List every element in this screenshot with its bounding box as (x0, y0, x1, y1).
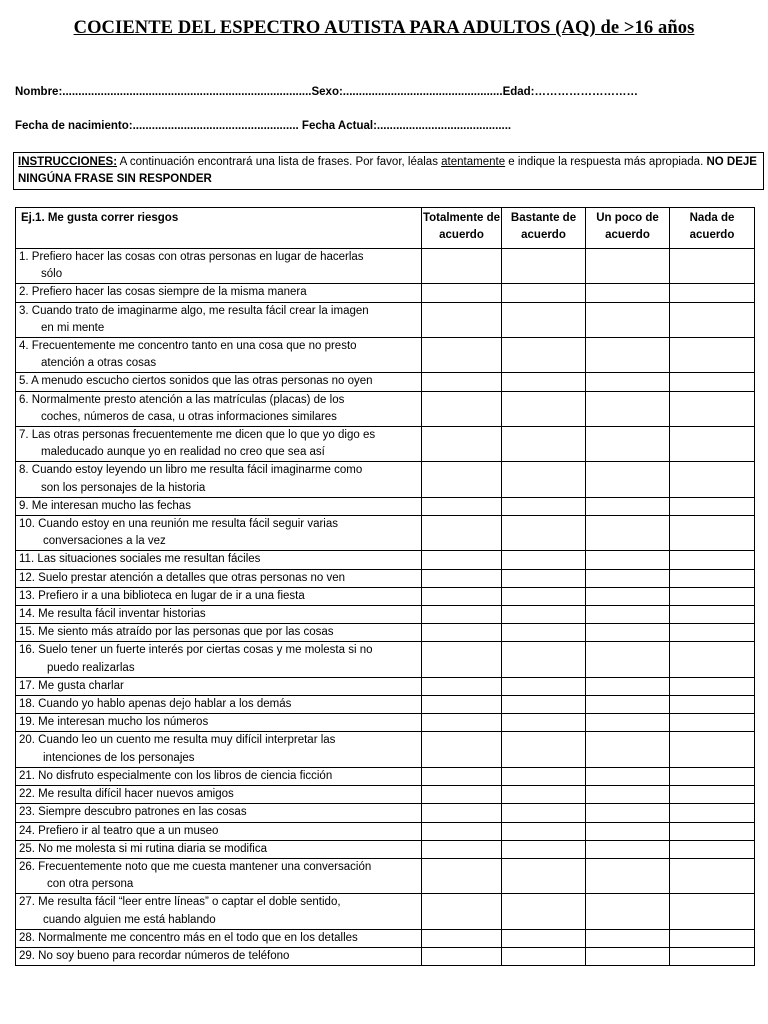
answer-cell-bastante[interactable] (502, 551, 586, 569)
answer-cell-un-poco[interactable] (586, 516, 670, 551)
table-row (16, 606, 755, 624)
table-row (16, 249, 755, 284)
answer-cell-nada[interactable] (670, 696, 755, 714)
question-text (16, 587, 422, 605)
answer-cell-bastante[interactable] (502, 624, 586, 642)
question-line: 11. Las situaciones sociales me resultan fáciles (19, 553, 261, 566)
answer-cell-bastante[interactable] (502, 767, 586, 785)
answer-cell-un-poco[interactable] (586, 373, 670, 391)
question-line: 26. Frecuentemente noto que me cuesta mantener una conversación (19, 860, 372, 873)
question-line-continued: en mi mente (41, 321, 105, 334)
answer-cell-totalmente[interactable] (422, 677, 502, 695)
answer-cell-un-poco[interactable] (586, 497, 670, 515)
question-text (16, 929, 422, 947)
question-text (16, 677, 422, 695)
instructions-text-b: e indique la respuesta más apropiada. (505, 156, 707, 168)
answer-cell-nada[interactable] (670, 462, 755, 497)
answer-cell-bastante[interactable] (502, 587, 586, 605)
answer-cell-totalmente[interactable] (422, 786, 502, 804)
question-line: 7. Las otras personas frecuentemente me dicen que lo que yo digo es (19, 429, 376, 442)
question-text (16, 732, 422, 767)
answer-cell-totalmente[interactable] (422, 373, 502, 391)
answer-cell-nada[interactable] (670, 677, 755, 695)
question-text (16, 284, 422, 302)
question-line: 3. Cuando trato de imaginarme algo, me resulta fácil crear la imagen (19, 304, 369, 317)
question-text (16, 804, 422, 822)
col-totalmente: Totalmente de acuerdo (422, 208, 502, 249)
answer-cell-nada[interactable] (670, 786, 755, 804)
answer-cell-totalmente[interactable] (422, 714, 502, 732)
table-row (16, 947, 755, 965)
question-line: 17. Me gusta charlar (19, 679, 124, 692)
answer-cell-bastante[interactable] (502, 373, 586, 391)
answer-cell-bastante[interactable] (502, 642, 586, 677)
answer-cell-nada[interactable] (670, 497, 755, 515)
answer-cell-bastante[interactable] (502, 249, 586, 284)
question-line: 21. No disfruto especialmente con los libros de ciencia ficción (19, 769, 333, 782)
answer-cell-totalmente[interactable] (422, 462, 502, 497)
col-bastante: Bastante de acuerdo (502, 208, 586, 249)
question-text (16, 840, 422, 858)
question-text (16, 767, 422, 785)
table-row (16, 767, 755, 785)
question-line: 22. Me resulta difícil hacer nuevos amigos (19, 788, 234, 801)
answer-cell-totalmente[interactable] (422, 338, 502, 373)
question-line: 14. Me resulta fácil inventar historias (19, 608, 206, 621)
instructions-underlined: atentamente (441, 156, 506, 168)
question-line-continued: conversaciones a la vez (43, 535, 166, 548)
question-line: 23. Siempre descubro patrones en las cosas (19, 806, 247, 819)
question-line: 29. No soy bueno para recordar números de teléfono (19, 949, 290, 962)
answer-cell-bastante[interactable] (502, 929, 586, 947)
question-line: 1. Prefiero hacer las cosas con otras personas en lugar de hacerlas (19, 251, 364, 263)
answer-cell-totalmente[interactable] (422, 804, 502, 822)
question-line: 15. Me siento más atraído por las personas que por las cosas (19, 626, 334, 639)
table-row (16, 391, 755, 426)
answer-cell-totalmente[interactable] (422, 840, 502, 858)
answer-cell-totalmente[interactable] (422, 427, 502, 462)
answer-cell-bastante[interactable] (502, 804, 586, 822)
answer-cell-totalmente[interactable] (422, 624, 502, 642)
question-line: 25. No me molesta si mi rutina diaria se modifica (19, 842, 267, 855)
answer-cell-totalmente[interactable] (422, 947, 502, 965)
answer-cell-totalmente[interactable] (422, 497, 502, 515)
question-line: 10. Cuando estoy en una reunión me resulta fácil seguir varias (19, 518, 338, 531)
col-nada: Nada de acuerdo (670, 208, 755, 249)
table-row (16, 858, 755, 893)
answer-cell-bastante[interactable] (502, 858, 586, 893)
question-line: 24. Prefiero ir al teatro que a un museo (19, 824, 219, 837)
question-text (16, 947, 422, 965)
answer-cell-bastante[interactable] (502, 947, 586, 965)
question-line-continued: con otra persona (47, 878, 134, 891)
table-row (16, 516, 755, 551)
answer-cell-un-poco[interactable] (586, 714, 670, 732)
answer-cell-nada[interactable] (670, 894, 755, 929)
answer-cell-totalmente[interactable] (422, 858, 502, 893)
answer-cell-bastante[interactable] (502, 569, 586, 587)
answer-cell-bastante[interactable] (502, 338, 586, 373)
question-line: 16. Suelo tener un fuerte interés por ciertas cosas y me molesta si no (19, 644, 373, 657)
answer-cell-totalmente[interactable] (422, 551, 502, 569)
question-line-continued: coches, números de casa, u otras informaciones similares (41, 410, 337, 423)
answer-cell-nada[interactable] (670, 516, 755, 551)
answer-cell-un-poco[interactable] (586, 338, 670, 373)
answer-cell-nada[interactable] (670, 929, 755, 947)
answer-cell-un-poco[interactable] (586, 624, 670, 642)
header-row (16, 208, 755, 249)
table-row (16, 822, 755, 840)
answer-cell-bastante[interactable] (502, 497, 586, 515)
answer-cell-nada[interactable] (670, 302, 755, 337)
instructions-label: INSTRUCCIONES: (18, 156, 118, 168)
answer-cell-un-poco[interactable] (586, 894, 670, 929)
question-text (16, 249, 422, 284)
answer-cell-un-poco[interactable] (586, 606, 670, 624)
answer-cell-bastante[interactable] (502, 894, 586, 929)
answer-cell-un-poco[interactable] (586, 249, 670, 284)
table-row (16, 929, 755, 947)
answer-cell-totalmente[interactable] (422, 894, 502, 929)
answer-cell-nada[interactable] (670, 587, 755, 605)
answer-cell-un-poco[interactable] (586, 929, 670, 947)
answer-cell-nada[interactable] (670, 427, 755, 462)
answer-cell-nada[interactable] (670, 714, 755, 732)
table-row (16, 569, 755, 587)
answer-cell-nada[interactable] (670, 858, 755, 893)
answer-cell-totalmente[interactable] (422, 391, 502, 426)
table-row (16, 462, 755, 497)
table-row (16, 427, 755, 462)
answer-cell-un-poco[interactable] (586, 696, 670, 714)
question-text (16, 497, 422, 515)
answer-cell-bastante[interactable] (502, 840, 586, 858)
answer-cell-nada[interactable] (670, 732, 755, 767)
answer-cell-nada[interactable] (670, 767, 755, 785)
table-row (16, 551, 755, 569)
instructions-text-a: A continuación encontrará una lista de frases. Por favor, léalas (117, 156, 442, 168)
question-text (16, 624, 422, 642)
question-line: 9. Me interesan mucho las fechas (19, 499, 191, 512)
question-line: 20. Cuando leo un cuento me resulta muy difícil interpretar las (19, 734, 336, 747)
question-text (16, 427, 422, 462)
answer-cell-nada[interactable] (670, 822, 755, 840)
answer-cell-bastante[interactable] (502, 462, 586, 497)
table-row (16, 732, 755, 767)
answer-cell-un-poco[interactable] (586, 551, 670, 569)
answer-cell-bastante[interactable] (502, 696, 586, 714)
table-row (16, 804, 755, 822)
answer-cell-nada[interactable] (670, 391, 755, 426)
answer-cell-totalmente[interactable] (422, 569, 502, 587)
answer-cell-un-poco[interactable] (586, 840, 670, 858)
answer-cell-un-poco[interactable] (586, 732, 670, 767)
answer-cell-bastante[interactable] (502, 732, 586, 767)
table-row (16, 642, 755, 677)
question-text (16, 391, 422, 426)
answer-cell-nada[interactable] (670, 338, 755, 373)
table-row (16, 373, 755, 391)
question-text (16, 516, 422, 551)
answer-cell-un-poco[interactable] (586, 569, 670, 587)
question-line-continued: maleducado aunque yo en realidad no creo que sea así (41, 446, 325, 459)
question-line-continued: atención a otras cosas (41, 357, 157, 370)
instructions-box (13, 152, 764, 190)
answer-cell-totalmente[interactable] (422, 767, 502, 785)
table-row (16, 840, 755, 858)
answer-cell-bastante[interactable] (502, 391, 586, 426)
answer-cell-totalmente[interactable] (422, 696, 502, 714)
question-text (16, 606, 422, 624)
question-text (16, 642, 422, 677)
answer-cell-nada[interactable] (670, 624, 755, 642)
answer-cell-un-poco[interactable] (586, 786, 670, 804)
question-line: 19. Me interesan mucho los números (19, 716, 209, 729)
question-line: 8. Cuando estoy leyendo un libro me resulta fácil imaginarme como (19, 464, 363, 477)
answer-cell-un-poco[interactable] (586, 462, 670, 497)
answer-cell-un-poco[interactable] (586, 677, 670, 695)
answer-cell-nada[interactable] (670, 840, 755, 858)
question-text (16, 569, 422, 587)
question-text (16, 373, 422, 391)
answer-cell-totalmente[interactable] (422, 249, 502, 284)
answer-cell-bastante[interactable] (502, 302, 586, 337)
question-line-continued: son los personajes de la historia (41, 481, 206, 494)
birthdate-date-line[interactable]: Fecha de nacimiento:.................................................... Fecha Actual:.......................................... (15, 120, 512, 132)
table-row (16, 786, 755, 804)
answer-cell-un-poco[interactable] (586, 391, 670, 426)
answer-cell-un-poco[interactable] (586, 858, 670, 893)
answer-cell-nada[interactable] (670, 642, 755, 677)
answer-cell-bastante[interactable] (502, 427, 586, 462)
question-line: 27. Me resulta fácil “leer entre líneas” o captar el doble sentido, (19, 896, 341, 909)
question-line-continued: cuando alguien me está hablando (43, 913, 216, 926)
question-line: 2. Prefiero hacer las cosas siempre de la misma manera (19, 286, 307, 299)
answer-cell-un-poco[interactable] (586, 767, 670, 785)
table-row (16, 284, 755, 302)
question-line-continued: puedo realizarlas (47, 661, 135, 674)
question-text (16, 822, 422, 840)
question-text (16, 302, 422, 337)
answer-cell-un-poco[interactable] (586, 284, 670, 302)
question-text (16, 338, 422, 373)
answer-cell-un-poco[interactable] (586, 804, 670, 822)
answer-cell-totalmente[interactable] (422, 929, 502, 947)
table-row (16, 624, 755, 642)
answer-cell-bastante[interactable] (502, 284, 586, 302)
question-text (16, 551, 422, 569)
example-item: Ej.1. Me gusta correr riesgos (16, 208, 422, 249)
answer-cell-totalmente[interactable] (422, 606, 502, 624)
answer-cell-un-poco[interactable] (586, 427, 670, 462)
question-line-continued: sólo (41, 268, 63, 281)
answer-cell-totalmente[interactable] (422, 732, 502, 767)
question-line-continued: intenciones de los personajes (43, 751, 195, 764)
question-text (16, 894, 422, 929)
answer-cell-un-poco[interactable] (586, 642, 670, 677)
table-row (16, 338, 755, 373)
answer-cell-un-poco[interactable] (586, 947, 670, 965)
table-row (16, 587, 755, 605)
answer-cell-nada[interactable] (670, 284, 755, 302)
question-line: 12. Suelo prestar atención a detalles que otras personas no ven (19, 571, 346, 584)
table-row (16, 696, 755, 714)
name-sex-age-line[interactable]: Nombre:..............................................................................Sexo:..................................................Edad:……………………… (15, 86, 639, 98)
question-text (16, 786, 422, 804)
answer-cell-totalmente[interactable] (422, 516, 502, 551)
answer-cell-nada[interactable] (670, 947, 755, 965)
question-line: 4. Frecuentemente me concentro tanto en una cosa que no presto (19, 340, 357, 353)
answer-cell-nada[interactable] (670, 569, 755, 587)
answer-cell-un-poco[interactable] (586, 822, 670, 840)
answer-cell-nada[interactable] (670, 551, 755, 569)
answer-cell-bastante[interactable] (502, 786, 586, 804)
answer-cell-totalmente[interactable] (422, 284, 502, 302)
answer-cell-totalmente[interactable] (422, 642, 502, 677)
answer-cell-totalmente[interactable] (422, 302, 502, 337)
answer-cell-un-poco[interactable] (586, 302, 670, 337)
answer-cell-bastante[interactable] (502, 516, 586, 551)
answer-cell-totalmente[interactable] (422, 822, 502, 840)
question-text (16, 714, 422, 732)
table-row (16, 497, 755, 515)
table-row (16, 302, 755, 337)
answer-cell-bastante[interactable] (502, 822, 586, 840)
table-row (16, 677, 755, 695)
question-text (16, 858, 422, 893)
question-line: 13. Prefiero ir a una biblioteca en lugar de ir a una fiesta (19, 589, 305, 602)
question-line: 5. A menudo escucho ciertos sonidos que las otras personas no oyen (19, 375, 373, 388)
page-title: COCIENTE DEL ESPECTRO AUTISTA PARA ADULTOS (AQ) de >16 años (73, 18, 695, 38)
answer-cell-nada[interactable] (670, 804, 755, 822)
answer-cell-bastante[interactable] (502, 714, 586, 732)
table-row (16, 714, 755, 732)
answer-cell-un-poco[interactable] (586, 587, 670, 605)
answer-cell-nada[interactable] (670, 373, 755, 391)
answer-cell-nada[interactable] (670, 606, 755, 624)
answer-cell-totalmente[interactable] (422, 587, 502, 605)
question-line: 18. Cuando yo hablo apenas dejo hablar a los demás (19, 698, 292, 711)
question-text (16, 696, 422, 714)
question-line: 6. Normalmente presto atención a las matrículas (placas) de los (19, 393, 345, 406)
answer-cell-nada[interactable] (670, 249, 755, 284)
answer-cell-bastante[interactable] (502, 677, 586, 695)
instructions-bold: NO DEJE NINGÚNA FRASE SIN RESPONDER (18, 156, 757, 185)
question-line: 28. Normalmente me concentro más en el todo que en los detalles (19, 931, 358, 944)
table-row (16, 894, 755, 929)
col-un-poco: Un poco de acuerdo (586, 208, 670, 249)
questionnaire-table (15, 207, 755, 966)
question-text (16, 462, 422, 497)
answer-cell-bastante[interactable] (502, 606, 586, 624)
